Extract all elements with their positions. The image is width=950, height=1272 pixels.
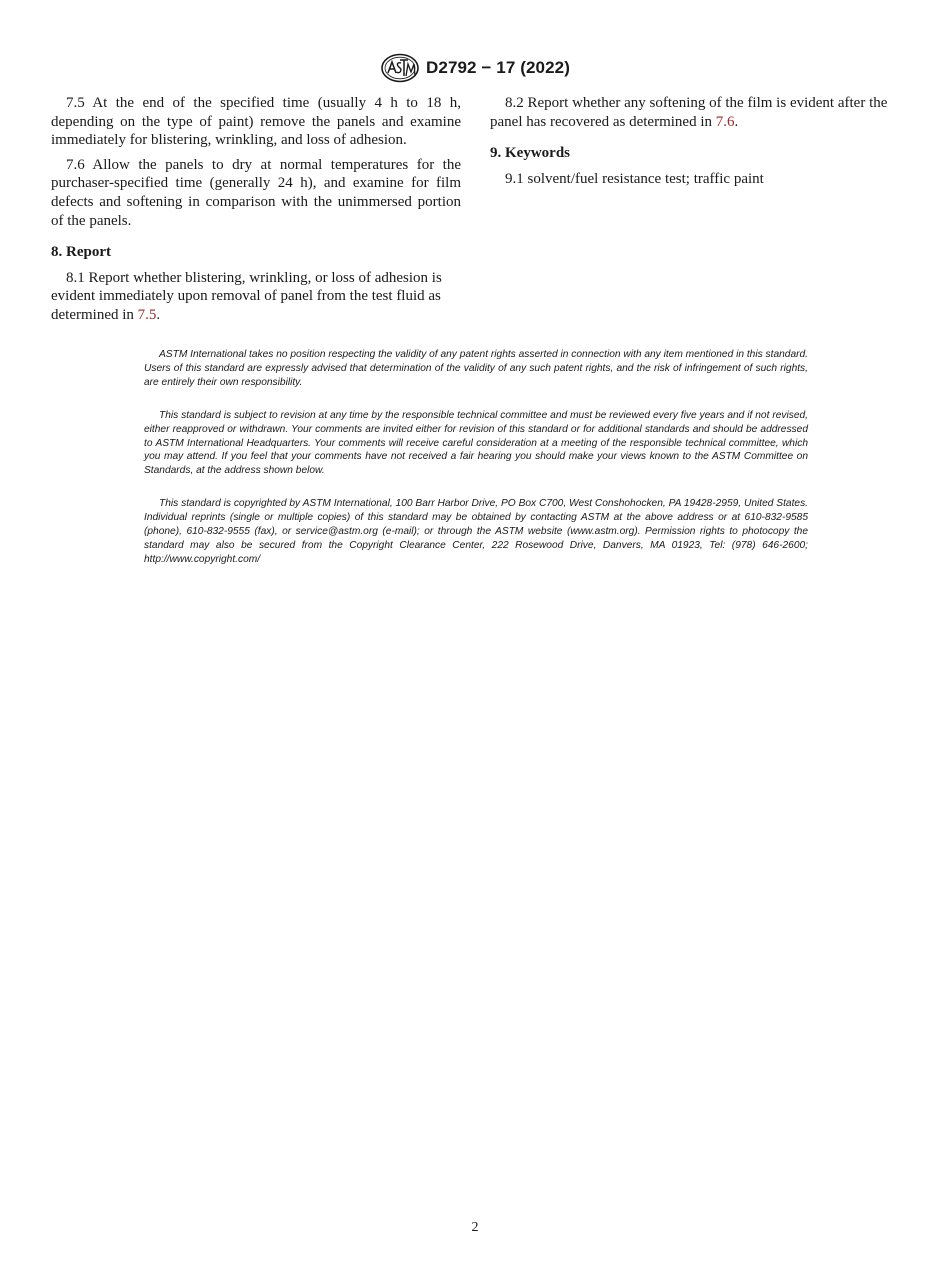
page-number: 2: [471, 1220, 479, 1235]
document-header: [0, 53, 950, 83]
paragraph-7-5: 7.5 At the end of the specified time (usually 4 h to 18 h, depending on the type of paint) remove the panels and examine immediately for blistering, wrinkling, and loss of adhesion.: [51, 95, 461, 149]
astm-logo-icon: [380, 53, 420, 83]
left-column: [51, 94, 461, 331]
paragraph-8-2: [490, 94, 900, 131]
paragraph-9-1: 9.1 solvent/fuel resistance test; traffic paint: [505, 170, 764, 187]
paragraph-8-1: [51, 269, 461, 325]
copyright-notice: This standard is copyrighted by ASTM International, 100 Barr Harbor Drive, PO Box C700, West Conshohocken, PA 19428-2959, United States. Individual reprints (single or multiple copies) of this standard may be obtained by contacting ASTM at the above address or at 610-832-9585 (phone), 610-832-9555 (fax), or service@astm.org (e-mail); or through the ASTM website (www.astm.org). Permission rights to photocopy the standard may also be secured from the Copyright Clearance Center, 222 Rosewood Drive, Danvers, MA 01923, Tel: (978) 646-2600; http://www.copyright.com/: [144, 498, 808, 565]
standard-designation: D2792 − 17 (2022): [426, 58, 570, 77]
paragraph-8-2-end: .: [734, 113, 739, 130]
section-heading-report: 8. Report: [51, 244, 111, 261]
right-column: [490, 94, 900, 194]
paragraph-8-2-text: 8.2 Report whether any softening of the film is evident after the panel has recovered as determined in: [490, 95, 888, 130]
legal-notices: [144, 348, 808, 586]
paragraph-8-1-text: 8.1 Report whether blistering, wrinkling, or loss of adhesion is evident immediately upon removal of panel from the test fluid as determined in: [51, 269, 442, 323]
section-heading-keywords: 9. Keywords: [490, 145, 570, 162]
patent-notice: ASTM International takes no position respecting the validity of any patent rights asserted in connection with any item mentioned in this standard. Users of this standard are expressly advised that determination of the validity of any such patent rights, and the risk of infringement of such rights, are entirely their own responsibility.: [144, 349, 808, 388]
reference-link-7-6[interactable]: 7.6: [715, 113, 735, 130]
paragraph-8-1-end: .: [156, 306, 161, 323]
revision-notice: This standard is subject to revision at any time by the responsible technical committee and must be reviewed every five years and if not revised, either reapproved or withdrawn. Your comments are invited either for revision of this standard or for additional standards and should be addressed to ASTM International Headquarters. Your comments will receive careful consideration at a meeting of the responsible technical committee, which you may attend. If you feel that your comments have not received a fair hearing you should make your views known to the ASTM Committee on Standards, at the address shown below.: [144, 409, 808, 477]
paragraph-7-6: 7.6 Allow the panels to dry at normal temperatures for the purchaser-specified time (generally 24 h), and examine for film defects and softening in comparison with the unimmersed portion of the panels.: [51, 156, 461, 229]
reference-link-7-5[interactable]: 7.5: [137, 306, 157, 323]
